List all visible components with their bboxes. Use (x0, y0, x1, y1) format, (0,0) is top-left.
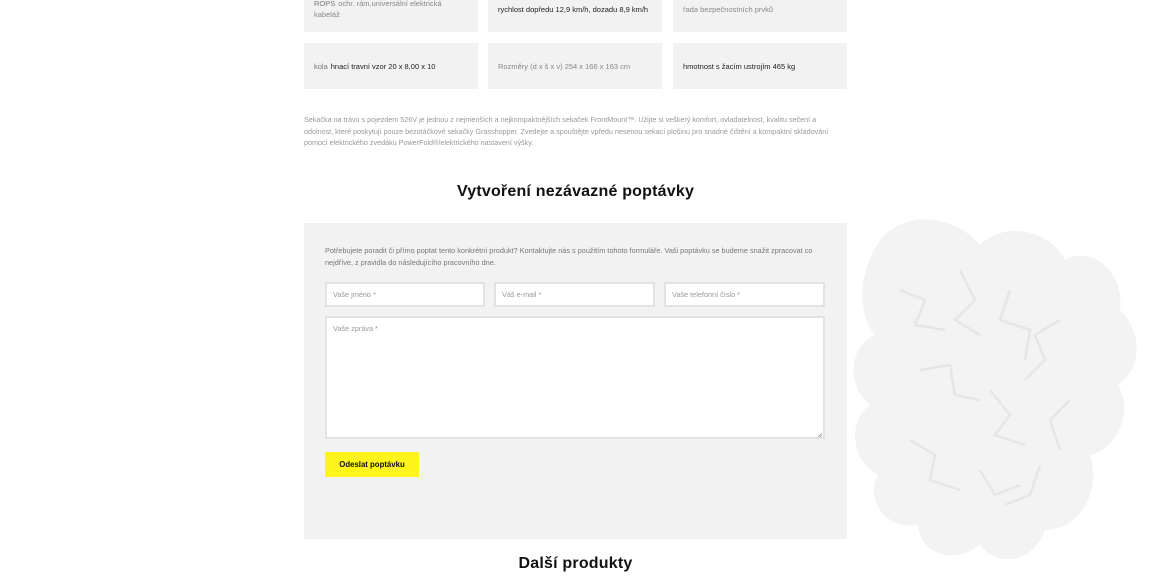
spec-card (673, 0, 847, 32)
spec-value: řada bezpečnostních prvků (683, 4, 774, 14)
submit-inquiry-button[interactable]: Odeslat poptávku (325, 452, 419, 477)
message-field[interactable] (325, 316, 825, 439)
phone-field[interactable] (664, 282, 825, 307)
inquiry-form (304, 223, 847, 539)
spec-key: kola (314, 61, 328, 71)
spec-card (488, 0, 662, 32)
spec-card (488, 43, 662, 89)
inquiry-title: Vytvoření nezávazné poptávky (456, 183, 695, 200)
spec-value: ochr. rám,universální elektrická kabeláž (314, 0, 442, 19)
email-field[interactable] (494, 282, 655, 307)
spec-value: 254 x 166 x 163 cm (564, 61, 631, 71)
spec-value: hnací travní vzor 20 x 8,00 x 10 (330, 61, 436, 71)
name-field[interactable] (325, 282, 485, 307)
product-description: Sekačka na trávu s pojezdem 526V je jednou z nejmenších a nejkompaktnějších sekaček FrontMount™. Užijte si veškerý komfort, ovladatelnost, kvalitu sečení a odolnost, které poskytují pouze bezotáčkové sekačky Grasshopper. Zvedejte a spouštějte vpředu nesenou sekací plošinu pro snadné čištění a kompaktní skladování pomocí elektrického zvedáku PowerFold®/elektrického nastavení výšky. (304, 115, 829, 148)
inquiry-intro: Potřebujete poradit či přímo poptat tento konkrétní produkt? Kontaktujte nás s použitím tohoto formuláře. Vaši poptávku se budeme snažit zpracovat co nejdříve, z pravidla do následujícího pracovního dne. (325, 246, 813, 267)
map-silhouette-decoration (840, 200, 1151, 585)
spec-key: ROPS (314, 0, 336, 8)
spec-value: hmotnost s žacím ustrojím 465 kg (683, 61, 796, 71)
resize-grip-icon[interactable] (817, 432, 823, 438)
spec-card (304, 0, 478, 32)
spec-key: Rozměry (d x š x v) (498, 61, 563, 71)
spec-value: rychlost dopředu 12,9 km/h, dozadu 8,9 km/h (498, 4, 649, 14)
spec-card (673, 43, 847, 89)
more-products-title: Další produkty (518, 555, 633, 572)
spec-card (304, 43, 478, 89)
